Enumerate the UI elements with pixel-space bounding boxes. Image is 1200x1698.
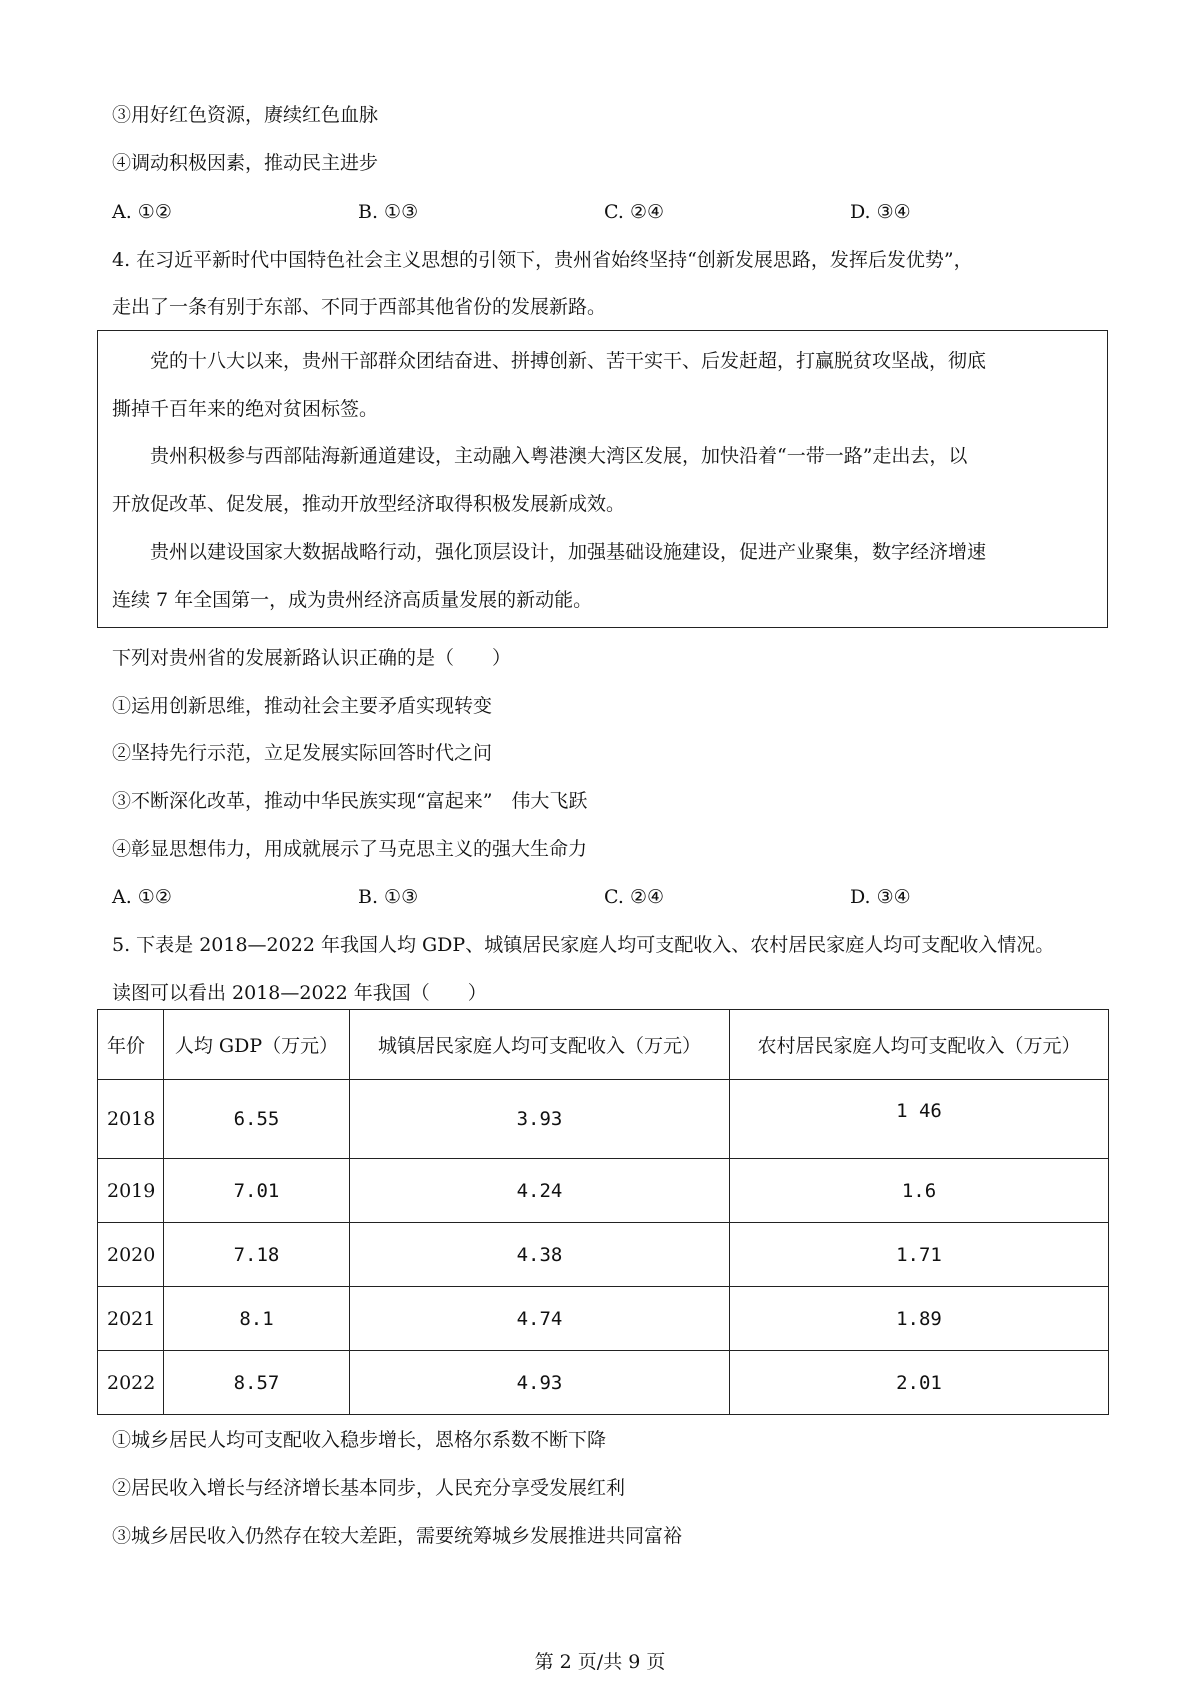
table-cell-gdp: 6.55 xyxy=(164,1080,350,1159)
table-cell-rural: 1.89 xyxy=(730,1287,1109,1351)
table-cell-urban: 4.38 xyxy=(350,1223,730,1287)
q4-question: 下列对贵州省的发展新路认识正确的是（ ） xyxy=(112,647,512,669)
q3-option-b: B. ①③ xyxy=(358,201,419,223)
q3-option-a: A. ①② xyxy=(112,201,172,223)
table-cell-year: 2018 xyxy=(98,1080,164,1159)
table-cell-urban: 4.74 xyxy=(350,1287,730,1351)
table-cell-gdp: 7.18 xyxy=(164,1223,350,1287)
table-cell-urban: 4.24 xyxy=(350,1159,730,1223)
table-row xyxy=(98,1223,1109,1287)
q4-item-2: ②坚持先行示范，立足发展实际回答时代之问 xyxy=(112,742,493,764)
q3-option-d: D. ③④ xyxy=(850,201,911,223)
q4-material-p1-line-1: 党的十八大以来，贵州干部群众团结奋进、拼搏创新、苦干实干、后发赶超，打赢脱贫攻坚战，彻底 xyxy=(150,350,987,372)
q4-item-1: ①运用创新思维，推动社会主要矛盾实现转变 xyxy=(112,695,493,717)
table-cell-gdp: 7.01 xyxy=(164,1159,350,1223)
q4-option-c: C. ②④ xyxy=(604,886,665,908)
table-cell-rural: 1 46 xyxy=(730,1080,1109,1159)
table-cell-rural: 1.6 xyxy=(730,1159,1109,1223)
q5-item-2: ②居民收入增长与经济增长基本同步，人民充分享受发展红利 xyxy=(112,1477,626,1499)
table-cell-rural: 1.71 xyxy=(730,1223,1109,1287)
table-cell-year: 2021 xyxy=(98,1287,164,1351)
q4-option-b: B. ①③ xyxy=(358,886,419,908)
table-cell-rural: 2.01 xyxy=(730,1351,1109,1415)
table-row xyxy=(98,1159,1109,1223)
q5-item-1: ①城乡居民人均可支配收入稳步增长，恩格尔系数不断下降 xyxy=(112,1429,607,1451)
table-cell-year: 2019 xyxy=(98,1159,164,1223)
table-cell-gdp: 8.57 xyxy=(164,1351,350,1415)
table-cell-urban: 3.93 xyxy=(350,1080,730,1159)
q4-option-a: A. ①② xyxy=(112,886,172,908)
q4-material-p3-line-1: 贵州以建设国家大数据战略行动，强化顶层设计，加强基础设施建设，促进产业聚集，数字经济增速 xyxy=(150,541,987,563)
table-cell-year: 2020 xyxy=(98,1223,164,1287)
table-row xyxy=(98,1287,1109,1351)
table-cell-gdp: 8.1 xyxy=(164,1287,350,1351)
q4-material-box xyxy=(97,330,1108,628)
q4-material-p1-line-2: 撕掉千百年来的绝对贫困标签。 xyxy=(112,398,379,420)
q4-material-p2-line-1: 贵州积极参与西部陆海新通道建设，主动融入粤港澳大湾区发展，加快沿着“一带一路”走出去，以 xyxy=(150,445,968,467)
table-header-rural-income: 农村居民家庭人均可支配收入（万元） xyxy=(730,1010,1109,1080)
table-row xyxy=(98,1351,1109,1415)
table-cell-year: 2022 xyxy=(98,1351,164,1415)
q5-stem-line-2: 读图可以看出 2018—2022 年我国（ ） xyxy=(112,982,487,1004)
q4-stem-line-1: 4. 在习近平新时代中国特色社会主义思想的引领下，贵州省始终坚持“创新发展思路，发挥后发优势”， xyxy=(112,249,973,271)
table-row xyxy=(98,1080,1109,1159)
q4-option-d: D. ③④ xyxy=(850,886,911,908)
q5-item-3: ③城乡居民收入仍然存在较大差距，需要统筹城乡发展推进共同富裕 xyxy=(112,1525,683,1547)
q4-item-3: ③不断深化改革，推动中华民族实现“富起来” 伟大飞跃 xyxy=(112,790,588,812)
q4-options xyxy=(112,885,1112,909)
table-cell-urban: 4.93 xyxy=(350,1351,730,1415)
table-header-urban-income: 城镇居民家庭人均可支配收入（万元） xyxy=(350,1010,730,1080)
table-header-row xyxy=(98,1010,1109,1080)
q5-stem-line-1: 5. 下表是 2018—2022 年我国人均 GDP、城镇居民家庭人均可支配收入、农村居民家庭人均可支配收入情况。 xyxy=(112,934,1055,956)
q4-item-4: ④彰显思想伟力，用成就展示了马克思主义的强大生命力 xyxy=(112,838,588,860)
q4-material-p3-line-2: 连续 7 年全国第一，成为贵州经济高质量发展的新动能。 xyxy=(112,589,593,611)
income-table xyxy=(97,1009,1109,1415)
table-header-year: 年价 xyxy=(98,1010,164,1080)
q4-stem-line-2: 走出了一条有别于东部、不同于西部其他省份的发展新路。 xyxy=(112,296,607,318)
page-footer: 第 2 页/共 9 页 xyxy=(534,1651,666,1673)
q3-item-3: ③用好红色资源，赓续红色血脉 xyxy=(112,104,379,126)
q3-item-4: ④调动积极因素，推动民主进步 xyxy=(112,152,379,174)
table-header-gdp: 人均 GDP（万元） xyxy=(164,1010,350,1080)
q4-material-p2-line-2: 开放促改革、促发展，推动开放型经济取得积极发展新成效。 xyxy=(112,493,626,515)
q3-options xyxy=(112,200,1112,224)
q3-option-c: C. ②④ xyxy=(604,201,665,223)
